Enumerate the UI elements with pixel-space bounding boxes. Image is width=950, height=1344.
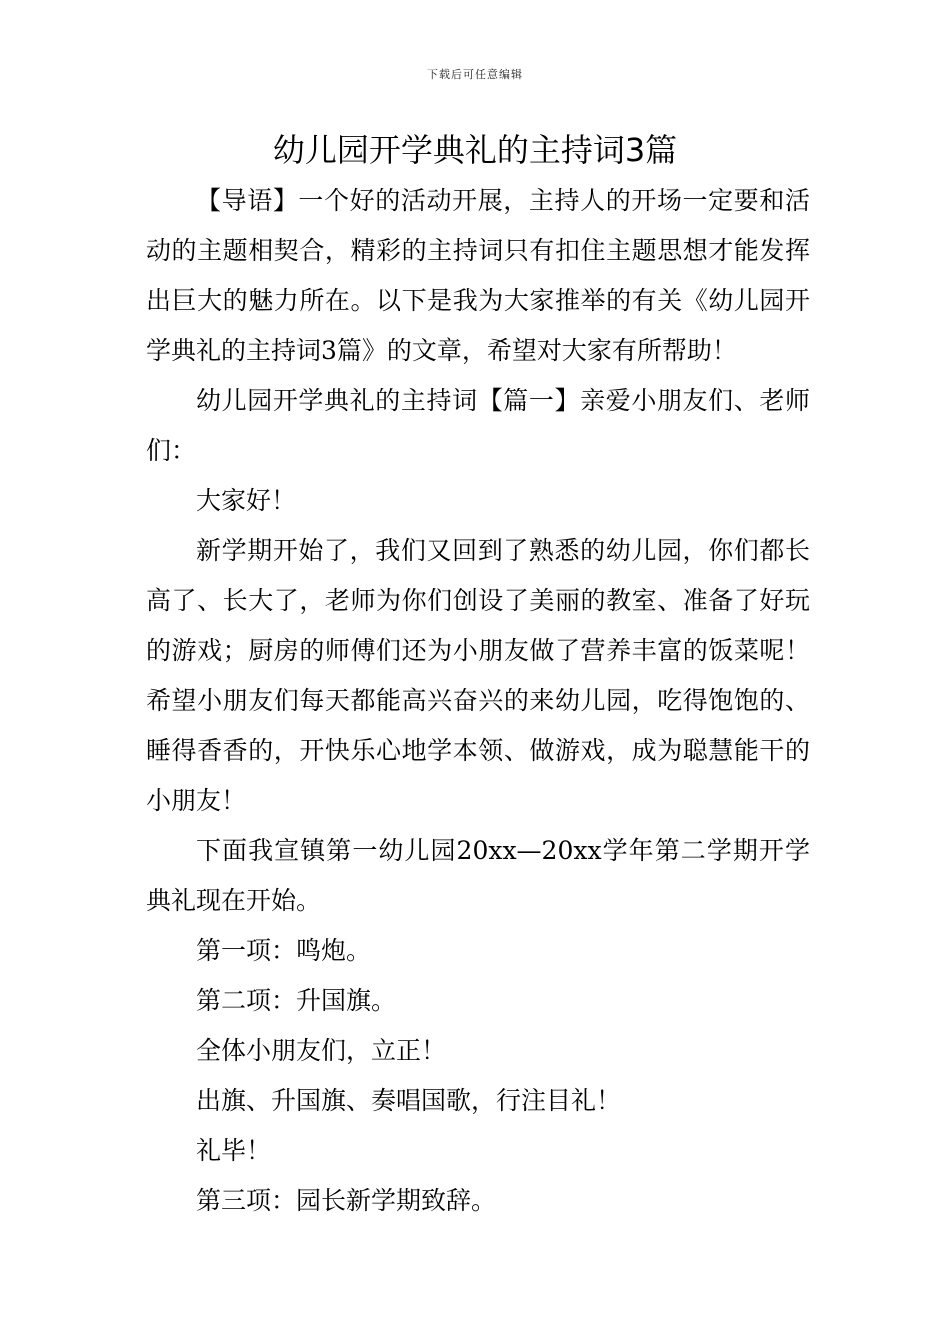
paragraph-item-one: 第一项：鸣炮。 xyxy=(196,936,372,965)
paragraph-flag-raising: 出旗、升国旗、奏唱国歌，行注目礼！ xyxy=(196,1086,622,1115)
paragraph-intro: 【导语】一个好的活动开展，主持人的开场一定要和活动的主题相契合，精彩的主持词只有扣住主题思想才能发挥出巨大的魅力所在。以下是我为大家推举的有关《幼儿园开学典礼的主持词3篇》的文章，希望对大家有所帮助！ xyxy=(146,186,810,365)
paragraph-item-three: 第三项：园长新学期致辞。 xyxy=(196,1186,497,1215)
paragraph-stand-up: 全体小朋友们，立正！ xyxy=(196,1036,447,1065)
paragraph-item-two: 第二项：升国旗。 xyxy=(196,986,397,1015)
document-title: 幼儿园开学典礼的主持词3篇 xyxy=(272,131,678,169)
paragraph-new-semester: 新学期开始了，我们又回到了熟悉的幼儿园，你们都长高了、长大了，老师为你们创设了美丽的教室、准备了好玩的游戏；厨房的师傅们还为小朋友做了营养丰富的饭菜呢！希望小朋友们每天都能高兴奋兴的来幼儿园，吃得饱饱的、睡得香香的，开快乐心地学本领、做游戏，成为聪慧能干的小朋友！ xyxy=(146,536,810,815)
paragraph-hello: 大家好！ xyxy=(196,486,297,515)
paragraph-salute-done: 礼毕！ xyxy=(196,1136,272,1165)
paragraph-section-one-greeting: 幼儿园开学典礼的主持词【篇一】亲爱小朋友们、老师们： xyxy=(146,386,810,465)
document-body xyxy=(146,176,810,1226)
paragraph-ceremony-start: 下面我宣镇第一幼儿园20xx—20xx学年第二学期开学典礼现在开始。 xyxy=(146,836,810,915)
header-note: 下载后可任意编辑 xyxy=(427,68,523,81)
